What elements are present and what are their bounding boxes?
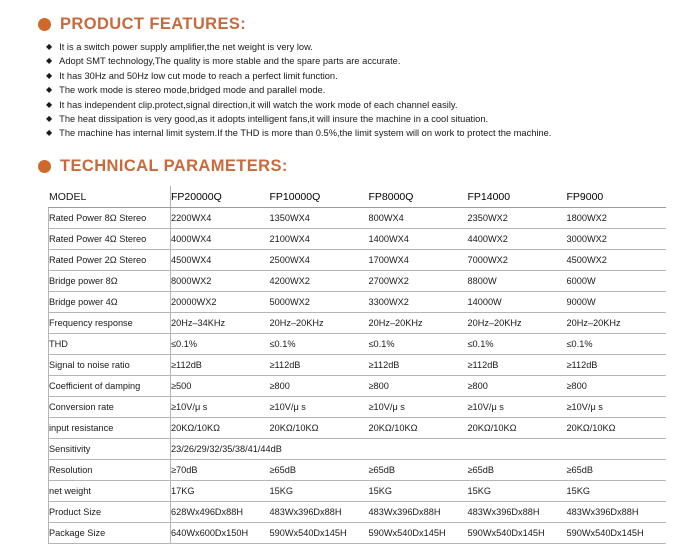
- row-label: Bridge power 4Ω: [49, 292, 171, 313]
- feature-item: [46, 83, 646, 97]
- product-features-list: [46, 40, 646, 141]
- row-value: 17KG: [171, 481, 270, 502]
- technical-parameters-heading-text: TECHNICAL PARAMETERS:: [60, 157, 288, 175]
- feature-item: [46, 54, 646, 68]
- table-row: [49, 418, 666, 439]
- row-value: ≥65dB: [369, 460, 468, 481]
- row-value: ≥112dB: [369, 355, 468, 376]
- row-value: 1800WX2: [567, 208, 666, 229]
- column-header-model: MODEL: [49, 186, 171, 208]
- row-value: ≥800: [468, 376, 567, 397]
- row-label: net weight: [49, 481, 171, 502]
- column-header-fp9000: FP9000: [567, 186, 666, 208]
- row-value: 483Wx396Dx88H: [270, 502, 369, 523]
- row-value: 483Wx396Dx88H: [567, 502, 666, 523]
- row-value: 8800W: [468, 271, 567, 292]
- row-value: 4500WX4: [171, 250, 270, 271]
- row-value: 15KG: [468, 481, 567, 502]
- row-label: Package Size: [49, 523, 171, 544]
- feature-item: [46, 69, 646, 83]
- row-value: 15KG: [369, 481, 468, 502]
- row-label: Frequency response: [49, 313, 171, 334]
- row-value: 9000W: [567, 292, 666, 313]
- row-value: 20KΩ/10KΩ: [468, 418, 567, 439]
- feature-item-text: It has 30Hz and 50Hz low cut mode to reach a perfect limit function.: [59, 70, 338, 81]
- row-label: Signal to noise ratio: [49, 355, 171, 376]
- row-value: ≥10V/μ s: [468, 397, 567, 418]
- row-value: 7000WX2: [468, 250, 567, 271]
- row-value: 20KΩ/10KΩ: [567, 418, 666, 439]
- row-value: ≤0.1%: [369, 334, 468, 355]
- row-value: 483Wx396Dx88H: [468, 502, 567, 523]
- row-value: 1700WX4: [369, 250, 468, 271]
- row-value: ≥800: [369, 376, 468, 397]
- row-label: Conversion rate: [49, 397, 171, 418]
- row-value: ≤0.1%: [270, 334, 369, 355]
- table-row: [49, 292, 666, 313]
- row-value: 20000WX2: [171, 292, 270, 313]
- table-row: [49, 355, 666, 376]
- row-value: 2100WX4: [270, 229, 369, 250]
- row-value: 6000W: [567, 271, 666, 292]
- row-value: 590Wx540Dx145H: [369, 523, 468, 544]
- row-value: ≥65dB: [468, 460, 567, 481]
- row-value: 20KΩ/10KΩ: [270, 418, 369, 439]
- row-value: ≥70dB: [171, 460, 270, 481]
- table-body: [49, 208, 666, 544]
- row-value: 1400WX4: [369, 229, 468, 250]
- row-value: ≥112dB: [270, 355, 369, 376]
- row-value: 3000WX2: [567, 229, 666, 250]
- row-value: ≤0.1%: [171, 334, 270, 355]
- table-row: [49, 250, 666, 271]
- row-value: 20Hz–20KHz: [468, 313, 567, 334]
- row-value-merged: 23/26/29/32/35/38/41/44dB: [171, 439, 666, 460]
- row-value: 20Hz–20KHz: [369, 313, 468, 334]
- row-value: 15KG: [270, 481, 369, 502]
- table-row: [49, 439, 666, 460]
- row-label: input resistance: [49, 418, 171, 439]
- row-value: 483Wx396Dx88H: [369, 502, 468, 523]
- table-row: [49, 460, 666, 481]
- bullet-dot-icon: [38, 160, 51, 173]
- row-value: 5000WX2: [270, 292, 369, 313]
- column-header-fp14000: FP14000: [468, 186, 567, 208]
- feature-item-text: Adopt SMT technology,The quality is more stable and the spare parts are accurate.: [59, 56, 401, 67]
- column-header-fp20000q: FP20000Q: [171, 186, 270, 208]
- row-label: THD: [49, 334, 171, 355]
- feature-item: [46, 98, 646, 112]
- diamond-bullet-icon: ◆: [46, 99, 53, 109]
- row-value: 2700WX2: [369, 271, 468, 292]
- table-row: [49, 376, 666, 397]
- row-value: ≥65dB: [567, 460, 666, 481]
- row-label: Product Size: [49, 502, 171, 523]
- row-value: 8000WX2: [171, 271, 270, 292]
- row-value: 590Wx540Dx145H: [468, 523, 567, 544]
- product-features-heading-text: PRODUCT FEATURES:: [60, 15, 247, 33]
- row-value: ≥800: [567, 376, 666, 397]
- row-value: ≤0.1%: [468, 334, 567, 355]
- row-label: Rated Power 8Ω Stereo: [49, 208, 171, 229]
- table-row: [49, 229, 666, 250]
- bullet-dot-icon: [38, 18, 51, 31]
- column-header-fp8000q: FP8000Q: [369, 186, 468, 208]
- row-value: ≥10V/μ s: [369, 397, 468, 418]
- row-value: 15KG: [567, 481, 666, 502]
- row-value: 20Hz–20KHz: [270, 313, 369, 334]
- row-label: Resolution: [49, 460, 171, 481]
- row-value: 640Wx600Dx150H: [171, 523, 270, 544]
- row-value: ≥10V/μ s: [270, 397, 369, 418]
- row-value: ≥112dB: [567, 355, 666, 376]
- row-value: 590Wx540Dx145H: [567, 523, 666, 544]
- row-value: ≥500: [171, 376, 270, 397]
- feature-item: [46, 126, 646, 140]
- product-features-heading: [38, 15, 246, 34]
- column-header-fp10000q: FP10000Q: [270, 186, 369, 208]
- row-value: ≥112dB: [171, 355, 270, 376]
- feature-item-text: It has independent clip.protect,signal direction,it will watch the work mode of each channel easily.: [59, 99, 458, 110]
- diamond-bullet-icon: ◆: [46, 70, 53, 80]
- diamond-bullet-icon: ◆: [46, 85, 53, 95]
- feature-item-text: The machine has internal limit system.If the THD is more than 0.5%,the limit system will on work to protect the machine.: [59, 128, 552, 139]
- row-value: ≥800: [270, 376, 369, 397]
- table-row: [49, 481, 666, 502]
- row-value: ≥112dB: [468, 355, 567, 376]
- row-value: 590Wx540Dx145H: [270, 523, 369, 544]
- specifications-table: [48, 186, 666, 544]
- table-row: [49, 208, 666, 229]
- row-value: ≤0.1%: [567, 334, 666, 355]
- row-label: Sensitivity: [49, 439, 171, 460]
- table-row: [49, 334, 666, 355]
- diamond-bullet-icon: ◆: [46, 113, 53, 123]
- row-value: 14000W: [468, 292, 567, 313]
- row-value: 800WX4: [369, 208, 468, 229]
- row-value: 2500WX4: [270, 250, 369, 271]
- row-value: 4000WX4: [171, 229, 270, 250]
- row-value: ≥10V/μ s: [171, 397, 270, 418]
- table-row: [49, 313, 666, 334]
- technical-parameters-heading: [38, 157, 288, 176]
- row-value: 3300WX2: [369, 292, 468, 313]
- row-value: 20KΩ/10KΩ: [171, 418, 270, 439]
- feature-item: [46, 112, 646, 126]
- feature-item-text: The work mode is stereo mode,bridged mode and parallel mode.: [59, 85, 326, 96]
- row-value: 20Hz–20KHz: [567, 313, 666, 334]
- row-value: 628Wx496Dx88H: [171, 502, 270, 523]
- row-value: 4400WX2: [468, 229, 567, 250]
- feature-item-text: It is a switch power supply amplifier,the net weight is very low.: [59, 42, 313, 52]
- row-value: 4200WX2: [270, 271, 369, 292]
- diamond-bullet-icon: ◆: [46, 56, 53, 66]
- table-row: [49, 271, 666, 292]
- table-row: [49, 502, 666, 523]
- row-value: ≥65dB: [270, 460, 369, 481]
- table-head: [49, 186, 666, 208]
- row-label: Rated Power 2Ω Stereo: [49, 250, 171, 271]
- table-row: [49, 397, 666, 418]
- row-value: 1350WX4: [270, 208, 369, 229]
- row-value: 2200WX4: [171, 208, 270, 229]
- row-value: 20Hz–34KHz: [171, 313, 270, 334]
- row-value: 20KΩ/10KΩ: [369, 418, 468, 439]
- feature-item-text: The heat dissipation is very good,as it adopts intelligent fans,it will insure the machine in a cool situation.: [59, 113, 489, 124]
- diamond-bullet-icon: ◆: [46, 128, 53, 138]
- feature-item: [46, 40, 646, 54]
- table-row: [49, 523, 666, 544]
- row-label: Bridge power 8Ω: [49, 271, 171, 292]
- row-value: ≥10V/μ s: [567, 397, 666, 418]
- row-value: 4500WX2: [567, 250, 666, 271]
- row-label: Rated Power 4Ω Stereo: [49, 229, 171, 250]
- row-value: 2350WX2: [468, 208, 567, 229]
- row-label: Coefficient of damping: [49, 376, 171, 397]
- diamond-bullet-icon: ◆: [46, 42, 53, 51]
- table-header-row: [49, 186, 666, 208]
